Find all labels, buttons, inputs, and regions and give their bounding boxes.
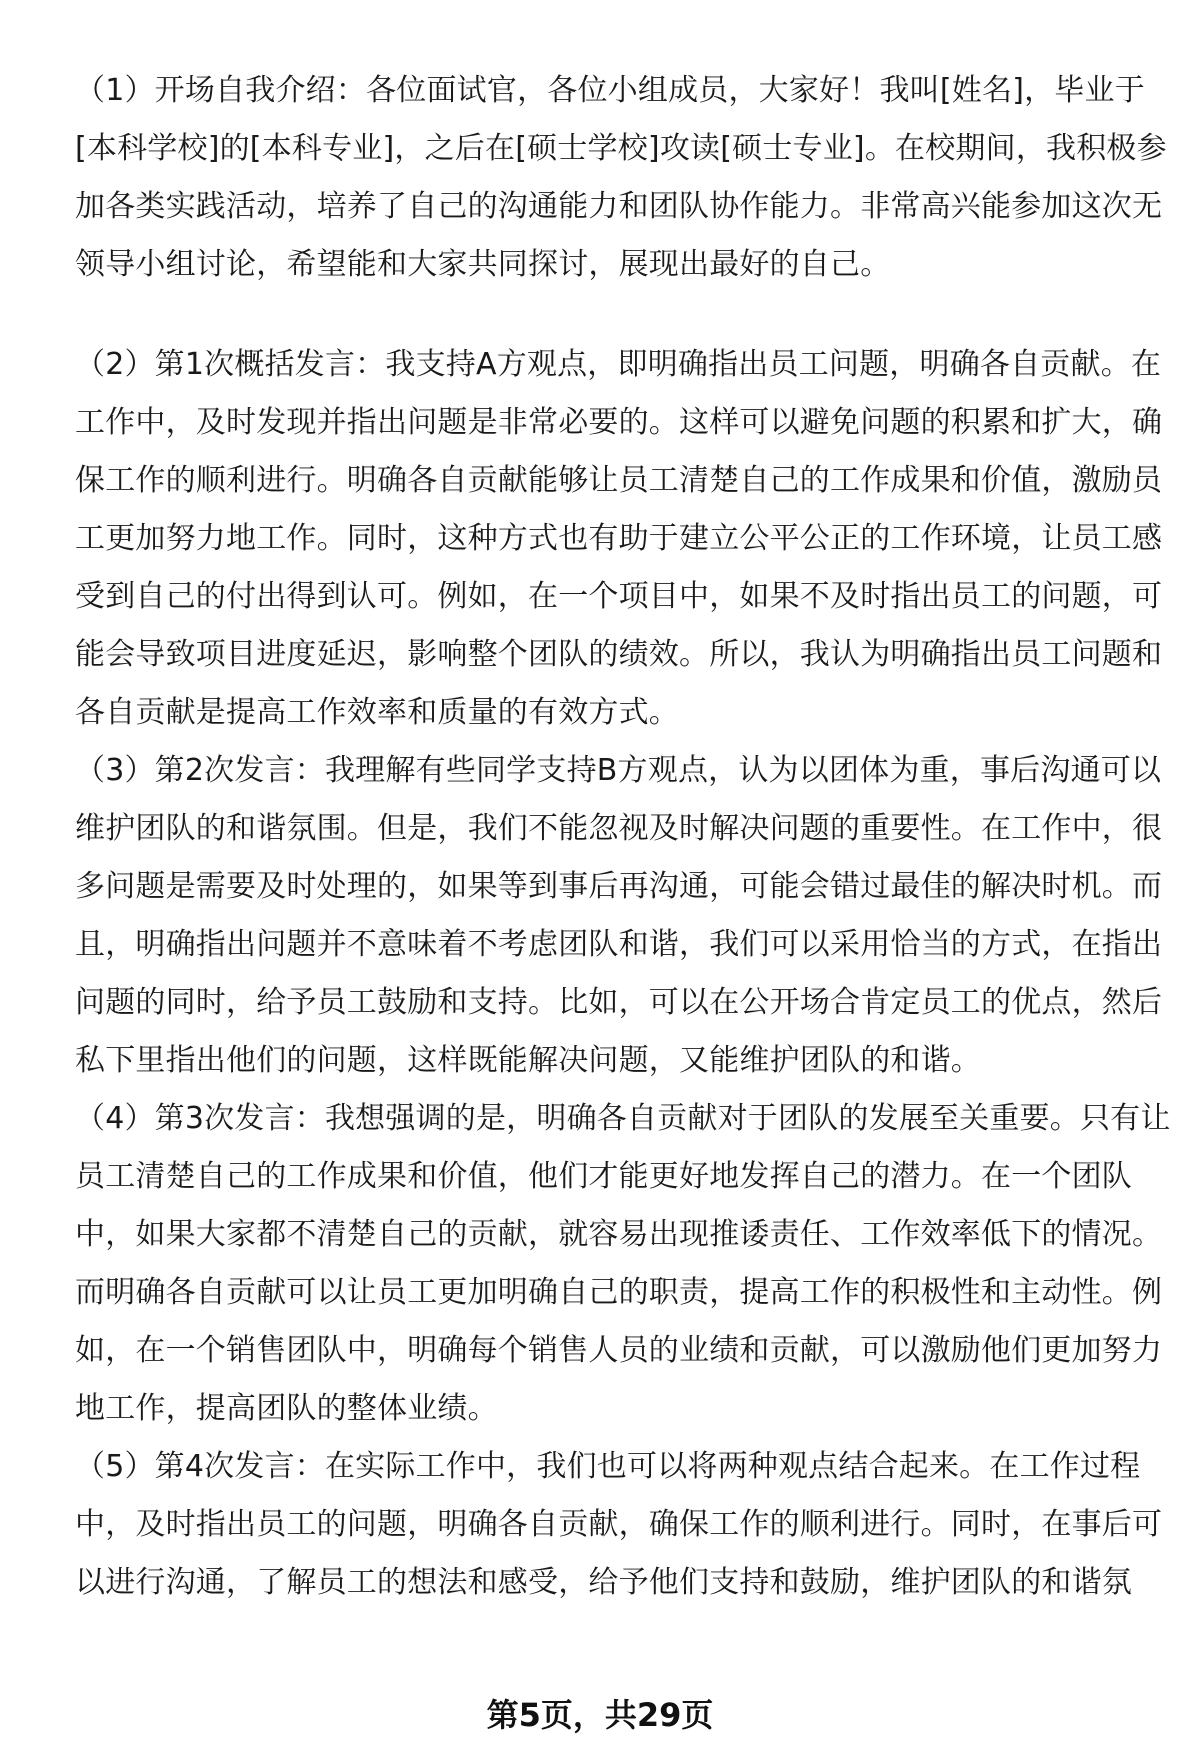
text-line: 工更加努力地工作。同时，这种方式也有助于建立公平公正的工作环境，让员工感	[75, 521, 1163, 556]
text-line: （5）第4次发言：在实际工作中，我们也可以将两种观点结合起来。在工作过程	[75, 1449, 1141, 1484]
text-line: 中，如果大家都不清楚自己的贡献，就容易出现推诿责任、工作效率低下的情况。	[75, 1217, 1163, 1252]
text-line: 员工清楚自己的工作成果和价值，他们才能更好地发挥自己的潜力。在一个团队	[75, 1159, 1132, 1194]
text-line: 能会导致项目进度延迟，影响整个团队的绩效。所以，我认为明确指出员工问题和	[75, 637, 1163, 672]
text-line: （4）第3次发言：我想强调的是，明确各自贡献对于团队的发展至关重要。只有让	[75, 1101, 1171, 1136]
text-line: 问题的同时，给予员工鼓励和支持。比如，可以在公开场合肯定员工的优点，然后	[75, 985, 1163, 1020]
text-line: 加各类实践活动，培养了自己的沟通能力和团队协作能力。非常高兴能参加这次无	[75, 189, 1163, 224]
text-line: 而明确各自贡献可以让员工更加明确自己的职责，提高工作的积极性和主动性。例	[75, 1275, 1163, 1310]
text-line: 中，及时指出员工的问题，明确各自贡献，确保工作的顺利进行。同时，在事后可	[75, 1507, 1163, 1542]
text-line: 私下里指出他们的问题，这样既能解决问题，又能维护团队的和谐。	[75, 1043, 981, 1078]
text-line: （2）第1次概括发言：我支持A方观点，即明确指出员工问题，明确各自贡献。在	[75, 347, 1162, 382]
text-line: （3）第2次发言：我理解有些同学支持B方观点，认为以团体为重，事后沟通可以	[75, 753, 1162, 788]
text-line: [本科学校]的[本科专业]，之后在[硕士学校]攻读[硕士专业]。在校期间，我积极参	[75, 131, 1167, 166]
text-line: 以进行沟通，了解员工的想法和感受，给予他们支持和鼓励，维护团队的和谐氛	[75, 1565, 1132, 1600]
text-line: 且，明确指出问题并不意味着不考虑团队和谐，我们可以采用恰当的方式，在指出	[75, 927, 1163, 962]
text-line: 保工作的顺利进行。明确各自贡献能够让员工清楚自己的工作成果和价值，激励员	[75, 463, 1163, 498]
document-body	[75, 62, 1171, 1612]
text-line: 各自贡献是提高工作效率和质量的有效方式。	[75, 695, 679, 730]
text-line: 受到自己的付出得到认可。例如，在一个项目中，如果不及时指出员工的问题，可	[75, 579, 1163, 614]
page-number-footer: 第5页，共29页	[486, 1696, 714, 1734]
paragraph-fourth-statement	[75, 1438, 1163, 1612]
paragraph-gap	[75, 294, 1155, 336]
text-line: 领导小组讨论，希望能和大家共同探讨，展现出最好的自己。	[75, 247, 891, 282]
paragraph-self-introduction	[75, 62, 1167, 294]
text-line: 如，在一个销售团队中，明确每个销售人员的业绩和贡献，可以激励他们更加努力	[75, 1333, 1163, 1368]
paragraph-first-statement	[75, 336, 1163, 742]
paragraph-second-statement	[75, 742, 1163, 1090]
text-line: 地工作，提高团队的整体业绩。	[75, 1391, 498, 1426]
text-line: 维护团队的和谐氛围。但是，我们不能忽视及时解决问题的重要性。在工作中，很	[75, 811, 1163, 846]
text-line: 多问题是需要及时处理的，如果等到事后再沟通，可能会错过最佳的解决时机。而	[75, 869, 1163, 904]
text-line: （1）开场自我介绍：各位面试官，各位小组成员，大家好！我叫[姓名]，毕业于	[75, 73, 1145, 108]
paragraph-third-statement	[75, 1090, 1171, 1438]
text-line: 工作中，及时发现并指出问题是非常必要的。这样可以避免问题的积累和扩大，确	[75, 405, 1163, 440]
